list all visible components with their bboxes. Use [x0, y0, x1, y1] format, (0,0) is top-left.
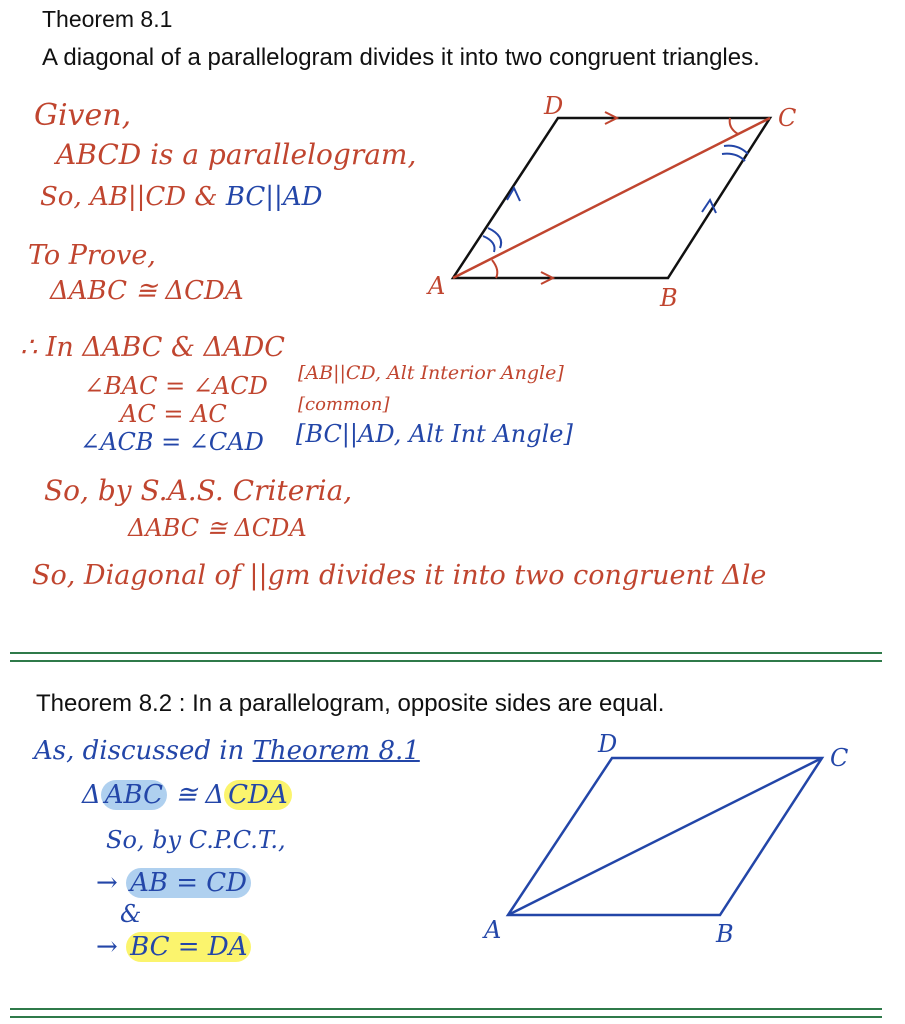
diagonal-ac-2 [508, 758, 822, 915]
divider-2-bottom [10, 1016, 882, 1018]
congruent-symbol: ≅ Δ [175, 780, 225, 810]
to-prove-statement: ΔABC ≅ ΔCDA [50, 276, 244, 306]
theorem2-line1-prefix: As, discussed in [34, 736, 245, 766]
proof-line1: ∠BAC = ∠ACD [84, 372, 268, 400]
equation-bc-da-highlight: BC = DA [126, 932, 251, 962]
theorem1-conclusion: So, Diagonal of ||gm divides it into two congruent Δle [32, 560, 767, 591]
sas-criteria: So, by S.A.S. Criteria, [44, 474, 353, 507]
fig2-label-c: C [830, 744, 849, 772]
fig1-label-d: D [544, 92, 564, 120]
proof-line2: AC = AC [120, 400, 227, 428]
given-line1: ABCD is a parallelogram, [56, 138, 417, 171]
arrow-icon: → [96, 868, 118, 898]
given-heading: Given, [34, 98, 132, 133]
proof-line3-reason: [BC||AD, Alt Int Angle] [296, 420, 573, 448]
sas-result: ΔABC ≅ ΔCDA [128, 514, 307, 542]
arrow-icon-2: → [96, 932, 118, 962]
cpct-line: So, by C.P.C.T., [106, 826, 286, 854]
proof-intro: ∴ In ΔABC & ΔADC [20, 332, 285, 363]
fig1-label-c: C [778, 104, 797, 132]
to-prove-heading: To Prove, [28, 240, 156, 271]
and-symbol: & [120, 900, 142, 928]
proof-line1-reason: [AB||CD, Alt Interior Angle] [298, 362, 564, 384]
equation-ab-cd-highlight: AB = CD [126, 868, 251, 898]
fig1-label-a: A [428, 272, 446, 300]
fig2-label-d: D [598, 730, 618, 758]
proof-line3: ∠ACB = ∠CAD [80, 428, 264, 456]
fig1-label-b: B [660, 284, 678, 312]
theorem2-title: Theorem 8.2 : In a parallelogram, opposite sides are equal. [36, 690, 665, 717]
divider-2-top [10, 1008, 882, 1010]
theorem1-title: Theorem 8.1 [42, 6, 173, 32]
given-line2-blue: BC||AD [225, 182, 323, 212]
proof-line2-reason: [common] [298, 394, 390, 415]
theorem-reference: Theorem 8.1 [252, 736, 420, 766]
theorem1-statement: A diagonal of a parallelogram divides it into two congruent triangles. [42, 44, 760, 71]
fig2-label-b: B [716, 920, 734, 948]
given-line2-prefix: So, AB||CD & [40, 182, 218, 212]
fig2-label-a: A [484, 916, 502, 944]
triangle-abc-highlight: ABC [101, 780, 167, 810]
delta-symbol: Δ [82, 780, 101, 810]
triangle-cda-highlight: CDA [224, 780, 292, 810]
